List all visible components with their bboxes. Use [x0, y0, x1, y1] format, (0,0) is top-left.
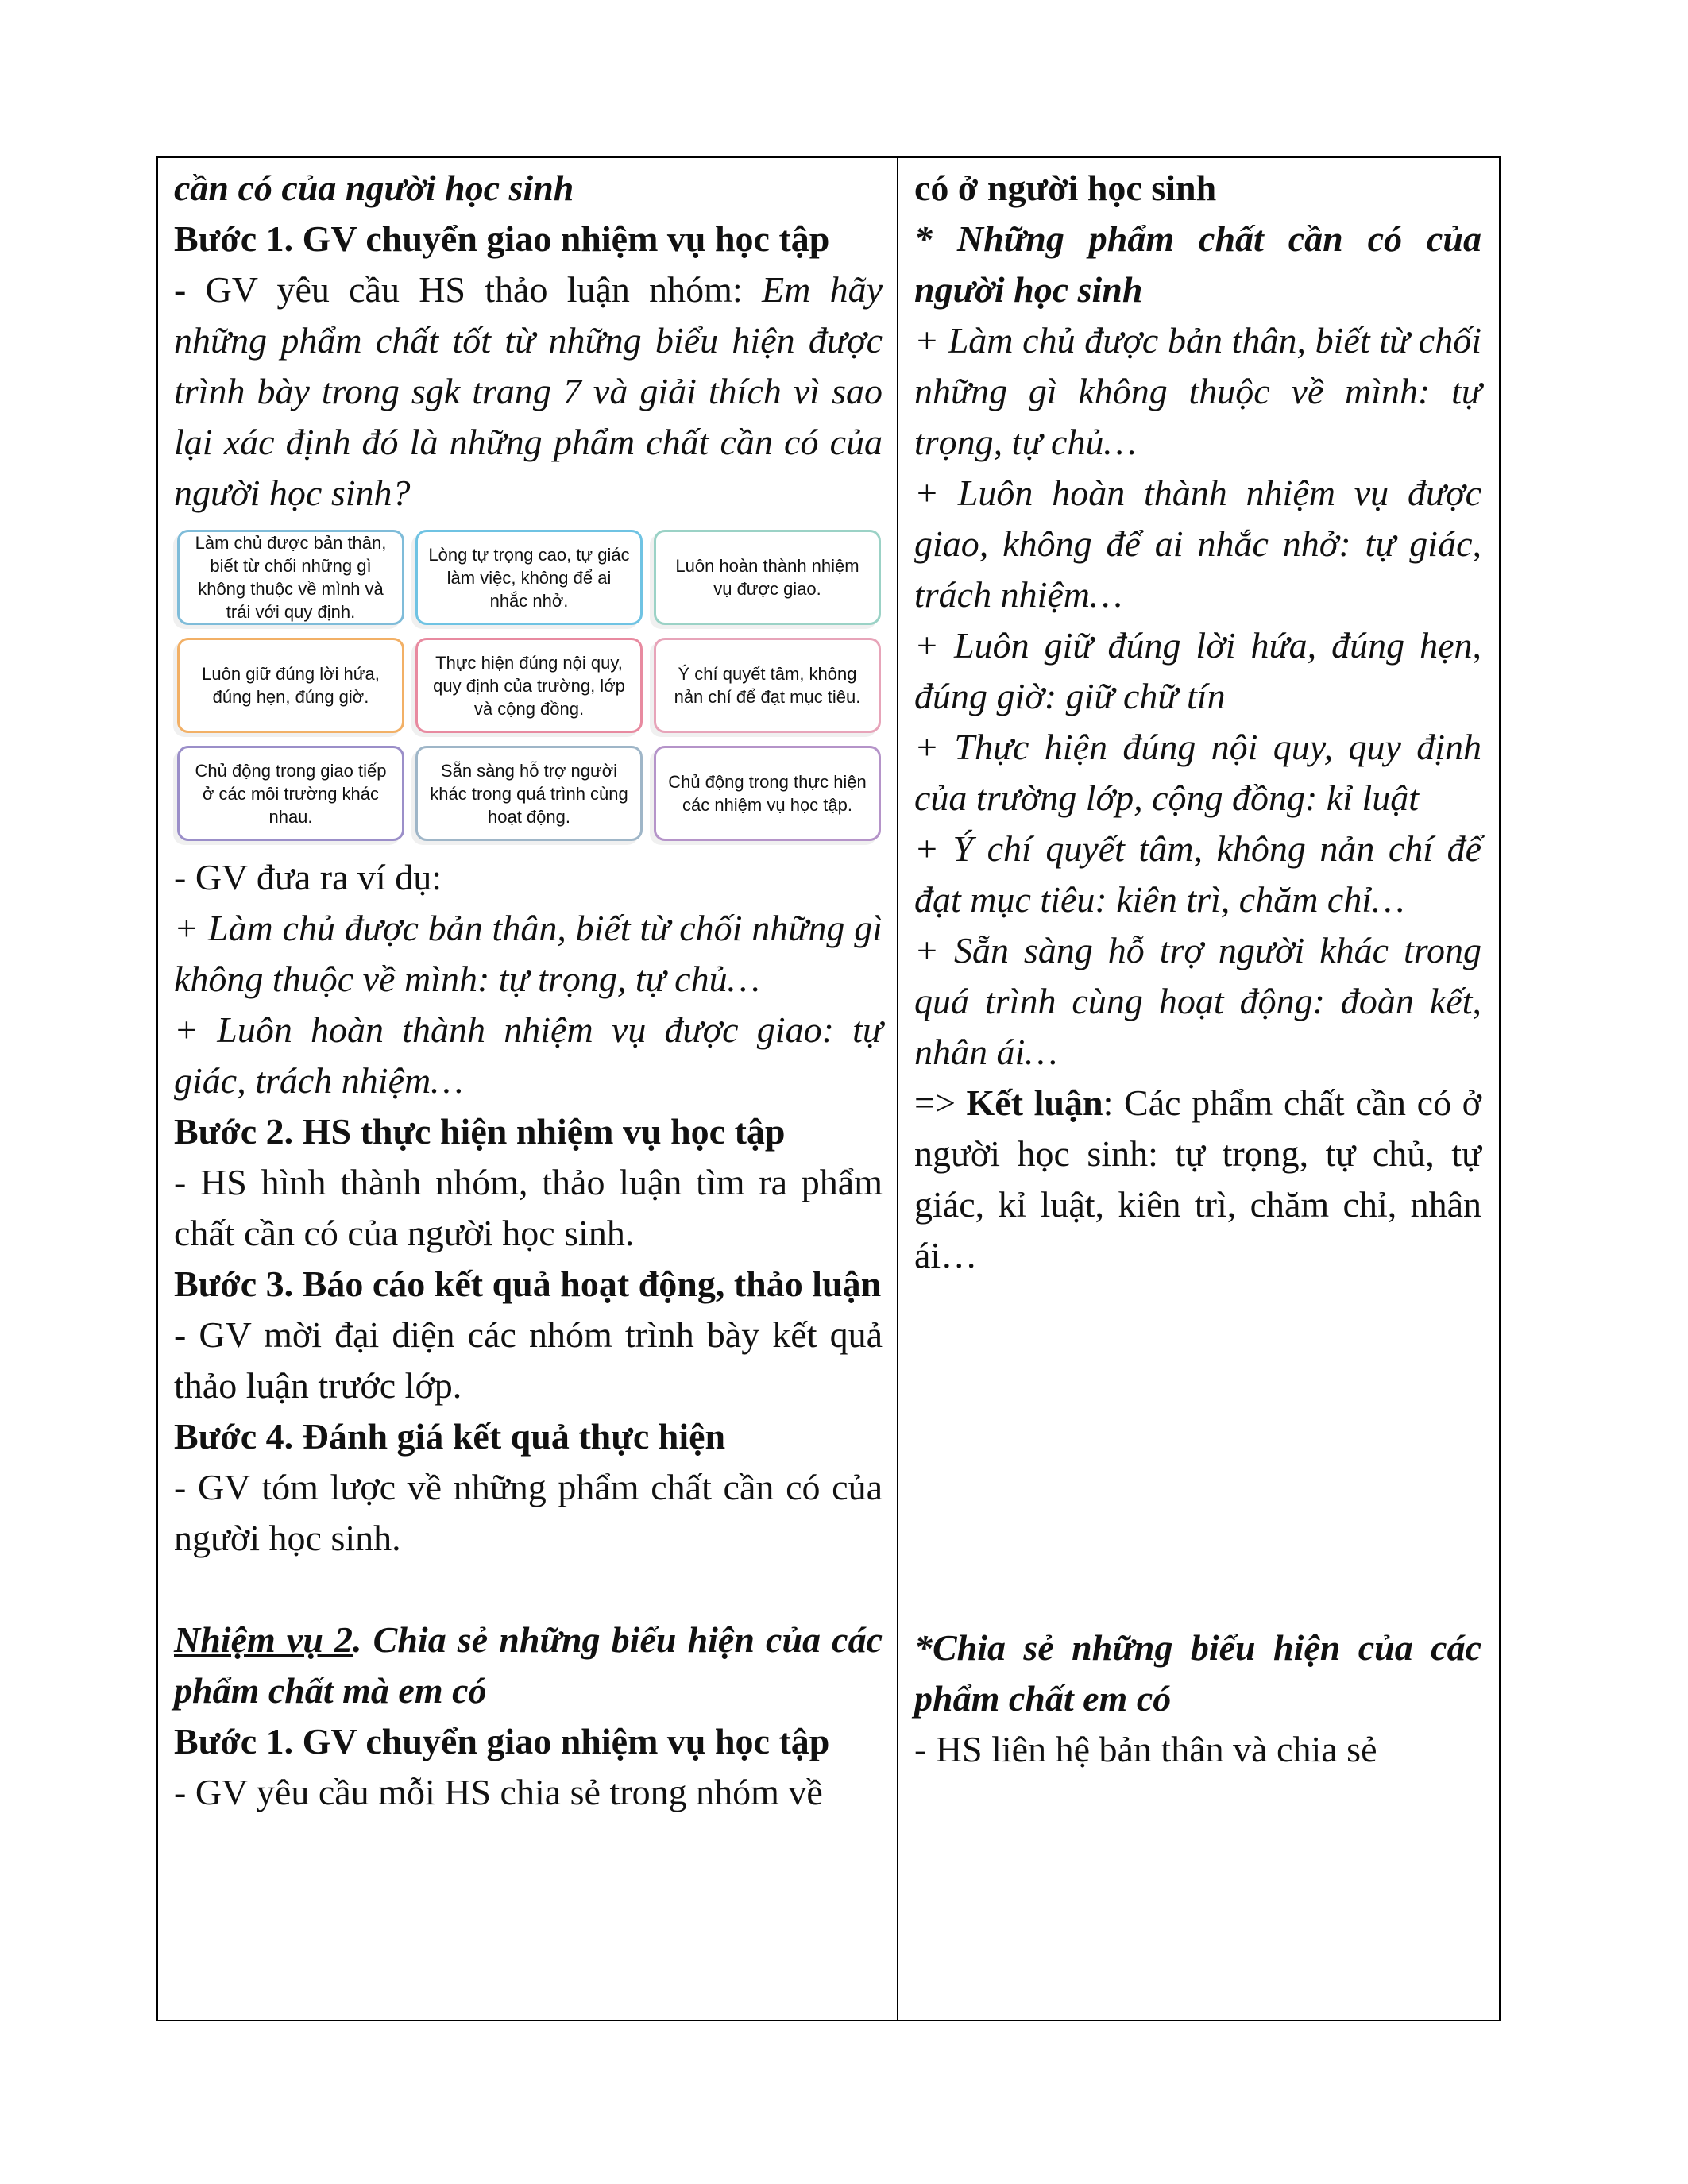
quality-card: Thực hiện đúng nội quy, quy định của trường, lớp và cộng đồng.	[415, 638, 643, 733]
quality-item: + Thực hiện đúng nội quy, quy định của trường lớp, cộng đồng: kỉ luật	[914, 727, 1481, 818]
lesson-table	[156, 156, 1501, 2021]
example-item: + Làm chủ được bản thân, biết từ chối những gì không thuộc về mình: tự trọng, tự chủ…	[174, 908, 883, 999]
step-1-heading: Bước 1. GV chuyển giao nhiệm vụ học tập	[174, 218, 830, 259]
task-2-step-1-text: - GV yêu cầu mỗi HS chia sẻ trong nhóm về	[174, 1772, 823, 1812]
heading-continued: cần có của người học sinh	[174, 168, 574, 208]
quality-card: Luôn giữ đúng lời hứa, đúng hẹn, đúng giờ.	[177, 638, 404, 733]
step-4-text: - GV tóm lược về những phẩm chất cần có của người học sinh.	[174, 1467, 883, 1558]
task-2-label: Nhiệm vụ 2	[174, 1619, 353, 1660]
share-heading: *Chia sẻ những biểu hiện của các phẩm chất em có	[914, 1627, 1481, 1719]
quality-card: Chủ động trong giao tiếp ở các môi trường khác nhau.	[177, 746, 404, 841]
example-item: + Luôn hoàn thành nhiệm vụ được giao: tự giác, trách nhiệm…	[174, 1009, 883, 1101]
step-2-text: - HS hình thành nhóm, thảo luận tìm ra phẩm chất cần có của người học sinh.	[174, 1162, 883, 1253]
quality-item: + Làm chủ được bản thân, biết từ chối những gì không thuộc về mình: tự trọng, tự chủ…	[914, 320, 1481, 462]
conclusion-arrow: =>	[914, 1082, 967, 1123]
conclusion-label: Kết luận	[966, 1082, 1103, 1123]
product-column	[898, 158, 1499, 2020]
blank-space	[914, 1281, 1481, 1623]
step-3-heading: Bước 3. Báo cáo kết quả hoạt động, thảo luận	[174, 1264, 882, 1304]
quality-card: Luôn hoàn thành nhiệm vụ được giao.	[654, 530, 881, 625]
task-2-step-1-heading: Bước 1. GV chuyển giao nhiệm vụ học tập	[174, 1721, 830, 1761]
task-instruction	[174, 264, 883, 519]
step-3-text: - GV mời đại diện các nhóm trình bày kết quả thảo luận trước lớp.	[174, 1314, 883, 1406]
step-2-heading: Bước 2. HS thực hiện nhiệm vụ học tập	[174, 1111, 786, 1152]
quality-item: + Sẵn sàng hỗ trợ người khác trong quá trình cùng hoạt động: đoàn kết, nhân ái…	[914, 930, 1481, 1072]
task-2-title: . Chia sẻ những biểu hiện của các phẩm chất mà em có	[174, 1619, 883, 1711]
example-intro: - GV đưa ra ví dụ:	[174, 857, 442, 897]
conclusion	[914, 1078, 1481, 1281]
quality-item: + Luôn giữ đúng lời hứa, đúng hẹn, đúng giờ: giữ chữ tín	[914, 625, 1481, 716]
quality-card: Sẵn sàng hỗ trợ người khác trong quá trình cùng hoạt động.	[415, 746, 643, 841]
quality-card: Ý chí quyết tâm, không nản chí để đạt mục tiêu.	[654, 638, 881, 733]
task-2-heading	[174, 1615, 883, 1716]
quality-item: + Ý chí quyết tâm, không nản chí để đạt mục tiêu: kiên trì, chăm chỉ…	[914, 828, 1481, 920]
quality-item: + Luôn hoàn thành nhiệm vụ được giao, không để ai nhắc nhở: tự giác, trách nhiệm…	[914, 473, 1481, 615]
conclusion-text: : Các phẩm chất cần có ở người học sinh: tự trọng, tự chủ, tự giác, kỉ luật, kiên trì, chăm chỉ, nhân ái…	[914, 1082, 1482, 1275]
step-4-heading: Bước 4. Đánh giá kết quả thực hiện	[174, 1416, 726, 1457]
quality-card: Làm chủ được bản thân, biết từ chối những gì không thuộc về mình và trái với quy định.	[177, 530, 404, 625]
blank-line	[174, 1564, 883, 1615]
task-instruction-lead: - GV yêu cầu HS thảo luận nhóm:	[174, 269, 762, 310]
quality-cards-figure	[177, 530, 881, 841]
task-question: Em hãy những phẩm chất tốt từ những biểu hiện được trình bày trong sgk trang 7 và giải thích vì sao lại xác định đó là những phẩm chất cần có của người học sinh?	[174, 269, 883, 513]
activity-column	[158, 158, 898, 2020]
share-text: - HS liên hệ bản thân và chia sẻ	[914, 1729, 1377, 1769]
quality-card: Chủ động trong thực hiện các nhiệm vụ học tập.	[654, 746, 881, 841]
product-heading-continued: có ở người học sinh	[914, 168, 1217, 208]
quality-card: Lòng tự trọng cao, tự giác làm việc, không để ai nhắc nhở.	[415, 530, 643, 625]
qualities-heading: * Những phẩm chất cần có của người học sinh	[914, 218, 1481, 310]
